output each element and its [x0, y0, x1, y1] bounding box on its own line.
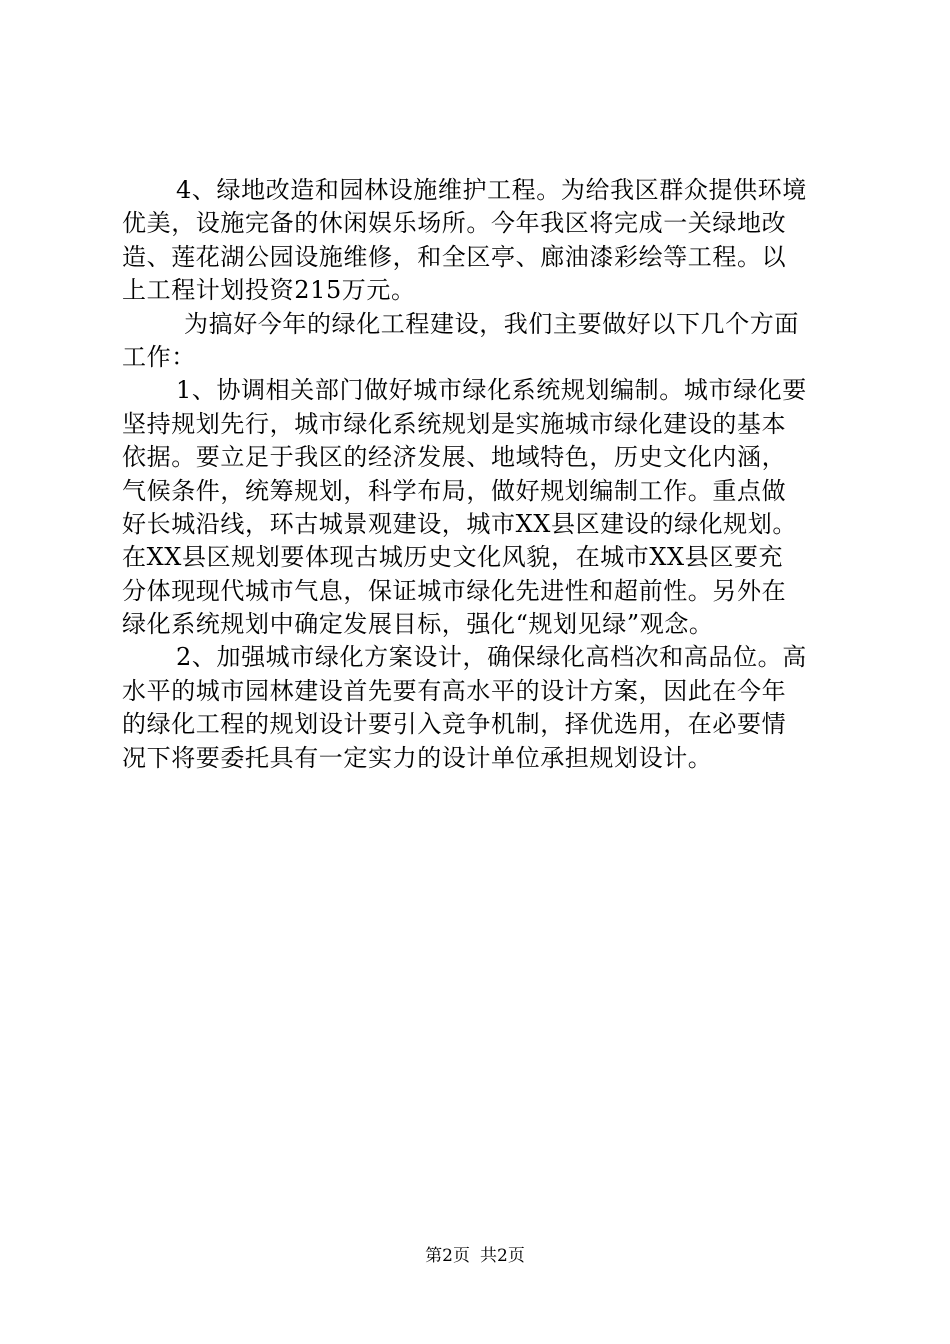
page-number-current: 第2页: [425, 1246, 470, 1266]
text-line: 上工程计划投资215万元。: [122, 276, 416, 305]
page-footer: [0, 1244, 950, 1268]
paragraph-design: [122, 641, 834, 775]
text-line: 绿化系统规划中确定发展目标，强化“规划见绿”观念。: [122, 610, 714, 639]
text-line: 坚持规划先行，城市绿化系统规划是实施城市绿化建设的基本: [122, 409, 787, 438]
text-line: 气候条件，统筹规划，科学布局，做好规划编制工作。重点做: [122, 476, 787, 505]
text-line: 为搞好今年的绿化工程建设，我们主要做好以下几个方面: [184, 309, 799, 338]
text-line: 在XX县区规划要体现古城历史文化风貌，在城市XX县区要充: [122, 543, 784, 572]
text-line: 4、绿地改造和园林设施维护工程。为给我区群众提供环境: [176, 176, 807, 204]
document-body: [122, 174, 834, 775]
text-line: 工作：: [122, 342, 196, 371]
paragraph-work-intro: [122, 308, 834, 375]
text-line: 水平的城市园林建设首先要有高水平的设计方案，因此在今年: [122, 676, 787, 705]
text-line: 的绿化工程的规划设计要引入竞争机制，择优选用，在必要情: [122, 710, 787, 739]
text-line: 分体现现代城市气息，保证城市绿化先进性和超前性。另外在: [122, 576, 787, 605]
text-line: 好长城沿线，环古城景观建设，城市XX县区建设的绿化规划。: [122, 509, 797, 538]
text-line: 2、加强城市绿化方案设计，确保绿化高档次和高品位。高: [176, 643, 807, 672]
text-line: 况下将要委托具有一定实力的设计单位承担规划设计。: [122, 743, 713, 772]
text-line: 依据。要立足于我区的经济发展、地域特色，历史文化内涵，: [122, 443, 787, 472]
page-number-total: 共2页: [480, 1246, 525, 1266]
text-line: 优美，设施完备的休闲娱乐场所。今年我区将完成一关绿地改: [122, 209, 787, 238]
paragraph-planning: [122, 374, 834, 641]
text-line: 造、莲花湖公园设施维修，和全区亭、廊油漆彩绘等工程。以: [122, 242, 787, 271]
text-line: 1、协调相关部门做好城市绿化系统规划编制。城市绿化要: [176, 376, 807, 405]
paragraph-green-renovation: [122, 174, 834, 308]
